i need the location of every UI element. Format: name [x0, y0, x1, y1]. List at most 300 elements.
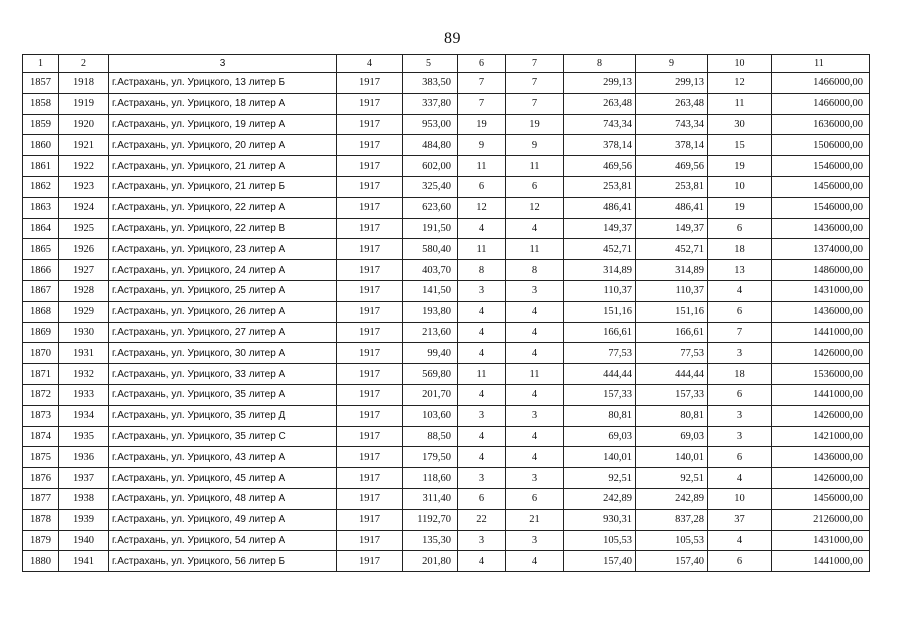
table-cell: 569,80: [403, 364, 458, 385]
table-cell: 452,71: [636, 239, 708, 260]
table-cell: г.Астрахань, ул. Урицкого, 21 литер А: [109, 156, 337, 177]
table-cell: 99,40: [403, 343, 458, 364]
table-cell: 179,50: [403, 447, 458, 468]
table-cell: 1917: [337, 260, 403, 281]
table-cell: 1441000,00: [772, 551, 870, 572]
table-cell: 193,80: [403, 301, 458, 322]
table-cell: 8: [506, 260, 564, 281]
table-cell: 1921: [59, 135, 109, 156]
table-cell: 118,60: [403, 468, 458, 489]
table-cell: 157,33: [636, 384, 708, 405]
column-header: 8: [564, 55, 636, 73]
table-cell: г.Астрахань, ул. Урицкого, 19 литер А: [109, 114, 337, 135]
table-cell: 1426000,00: [772, 405, 870, 426]
table-cell: 602,00: [403, 156, 458, 177]
table-cell: 4: [458, 551, 506, 572]
table-cell: 77,53: [636, 343, 708, 364]
table-cell: 4: [506, 426, 564, 447]
table-cell: 11: [506, 239, 564, 260]
table-cell: 1866: [23, 260, 59, 281]
table-cell: 1879: [23, 530, 59, 551]
table-cell: 1941: [59, 551, 109, 572]
table-cell: 140,01: [636, 447, 708, 468]
table-row: [23, 176, 870, 197]
column-header: 4: [337, 55, 403, 73]
column-header: 7: [506, 55, 564, 73]
table-cell: 1872: [23, 384, 59, 405]
table-cell: 1874: [23, 426, 59, 447]
table-cell: 486,41: [564, 197, 636, 218]
table-cell: г.Астрахань, ул. Урицкого, 56 литер Б: [109, 551, 337, 572]
table-row: [23, 384, 870, 405]
table-cell: 1864: [23, 218, 59, 239]
table-cell: 1936: [59, 447, 109, 468]
page-number: 89: [444, 30, 461, 47]
table-cell: г.Астрахань, ул. Урицкого, 48 литер А: [109, 488, 337, 509]
table-cell: 1441000,00: [772, 322, 870, 343]
registry-table: [22, 54, 870, 572]
table-cell: 743,34: [636, 114, 708, 135]
table-cell: 11: [708, 93, 772, 114]
table-cell: 1536000,00: [772, 364, 870, 385]
table-cell: г.Астрахань, ул. Урицкого, 26 литер А: [109, 301, 337, 322]
table-cell: 1917: [337, 176, 403, 197]
table-cell: 403,70: [403, 260, 458, 281]
table-cell: 1928: [59, 280, 109, 301]
table-cell: 6: [506, 176, 564, 197]
table-cell: 1873: [23, 405, 59, 426]
table-cell: 11: [506, 156, 564, 177]
table-cell: 469,56: [564, 156, 636, 177]
table-cell: 1917: [337, 280, 403, 301]
table-cell: 1927: [59, 260, 109, 281]
table-cell: 1917: [337, 384, 403, 405]
table-cell: 6: [708, 447, 772, 468]
table-cell: 6: [458, 176, 506, 197]
table-cell: 11: [458, 156, 506, 177]
table-cell: 4: [458, 447, 506, 468]
table-cell: 1865: [23, 239, 59, 260]
table-cell: 151,16: [564, 301, 636, 322]
table-cell: 242,89: [564, 488, 636, 509]
table-cell: 314,89: [564, 260, 636, 281]
registry-table-body: [23, 55, 870, 572]
table-cell: 1871: [23, 364, 59, 385]
table-cell: 1875: [23, 447, 59, 468]
table-cell: 92,51: [636, 468, 708, 489]
table-cell: 37: [708, 509, 772, 530]
table-row: [23, 197, 870, 218]
table-cell: 140,01: [564, 447, 636, 468]
table-cell: 157,40: [636, 551, 708, 572]
table-cell: 80,81: [636, 405, 708, 426]
table-cell: 314,89: [636, 260, 708, 281]
table-cell: г.Астрахань, ул. Урицкого, 27 литер А: [109, 322, 337, 343]
table-cell: 77,53: [564, 343, 636, 364]
table-cell: 18: [708, 364, 772, 385]
table-cell: 1863: [23, 197, 59, 218]
table-cell: 1930: [59, 322, 109, 343]
table-cell: 1636000,00: [772, 114, 870, 135]
column-header: 5: [403, 55, 458, 73]
table-cell: 92,51: [564, 468, 636, 489]
table-cell: 1924: [59, 197, 109, 218]
table-cell: 1878: [23, 509, 59, 530]
table-cell: 1917: [337, 405, 403, 426]
table-row: [23, 73, 870, 94]
table-cell: 4: [506, 301, 564, 322]
table-cell: г.Астрахань, ул. Урицкого, 22 литер В: [109, 218, 337, 239]
table-cell: 1922: [59, 156, 109, 177]
table-cell: 3: [506, 468, 564, 489]
table-cell: г.Астрахань, ул. Урицкого, 18 литер А: [109, 93, 337, 114]
table-cell: 10: [708, 488, 772, 509]
table-cell: 1436000,00: [772, 447, 870, 468]
table-cell: 1506000,00: [772, 135, 870, 156]
table-cell: 1421000,00: [772, 426, 870, 447]
table-cell: г.Астрахань, ул. Урицкого, 45 литер А: [109, 468, 337, 489]
table-cell: 1917: [337, 73, 403, 94]
table-cell: 10: [708, 176, 772, 197]
table-cell: 1868: [23, 301, 59, 322]
table-cell: 1939: [59, 509, 109, 530]
table-cell: 1932: [59, 364, 109, 385]
table-row: [23, 551, 870, 572]
table-cell: 484,80: [403, 135, 458, 156]
table-cell: 1867: [23, 280, 59, 301]
table-cell: 444,44: [564, 364, 636, 385]
table-row: [23, 343, 870, 364]
table-cell: 201,70: [403, 384, 458, 405]
table-cell: 3: [458, 280, 506, 301]
table-cell: 837,28: [636, 509, 708, 530]
table-cell: 4: [506, 218, 564, 239]
table-cell: 11: [506, 364, 564, 385]
table-row: [23, 260, 870, 281]
table-cell: 88,50: [403, 426, 458, 447]
table-cell: 1917: [337, 488, 403, 509]
table-cell: 2126000,00: [772, 509, 870, 530]
table-cell: 1917: [337, 301, 403, 322]
table-cell: 1860: [23, 135, 59, 156]
table-cell: г.Астрахань, ул. Урицкого, 35 литер Д: [109, 405, 337, 426]
table-cell: г.Астрахань, ул. Урицкого, 23 литер А: [109, 239, 337, 260]
table-cell: 1929: [59, 301, 109, 322]
table-cell: 3: [708, 405, 772, 426]
table-cell: 299,13: [564, 73, 636, 94]
table-cell: 1374000,00: [772, 239, 870, 260]
table-cell: 253,81: [564, 176, 636, 197]
table-cell: 1917: [337, 93, 403, 114]
table-cell: 1870: [23, 343, 59, 364]
table-cell: 1935: [59, 426, 109, 447]
table-cell: 253,81: [636, 176, 708, 197]
table-cell: 1917: [337, 135, 403, 156]
table-cell: 3: [506, 530, 564, 551]
table-cell: 6: [708, 218, 772, 239]
table-cell: 1426000,00: [772, 343, 870, 364]
table-cell: 1917: [337, 322, 403, 343]
column-header: 10: [708, 55, 772, 73]
table-cell: 6: [708, 301, 772, 322]
table-cell: 1456000,00: [772, 488, 870, 509]
table-cell: 1934: [59, 405, 109, 426]
table-cell: 444,44: [636, 364, 708, 385]
table-row: [23, 322, 870, 343]
table-cell: 151,16: [636, 301, 708, 322]
table-cell: 3: [506, 405, 564, 426]
table-cell: 953,00: [403, 114, 458, 135]
table-cell: 1917: [337, 343, 403, 364]
table-cell: 6: [506, 488, 564, 509]
table-cell: 1917: [337, 156, 403, 177]
table-cell: 1876: [23, 468, 59, 489]
table-cell: 1486000,00: [772, 260, 870, 281]
table-row: [23, 468, 870, 489]
table-cell: 7: [506, 93, 564, 114]
table-cell: 6: [708, 384, 772, 405]
table-row: [23, 114, 870, 135]
table-cell: 469,56: [636, 156, 708, 177]
table-cell: 6: [458, 488, 506, 509]
table-cell: 9: [458, 135, 506, 156]
table-cell: 3: [458, 530, 506, 551]
table-row: [23, 301, 870, 322]
table-cell: 1436000,00: [772, 218, 870, 239]
table-cell: 1431000,00: [772, 280, 870, 301]
table-cell: 12: [458, 197, 506, 218]
table-row: [23, 488, 870, 509]
table-cell: 4: [458, 426, 506, 447]
table-cell: 11: [458, 364, 506, 385]
table-cell: 242,89: [636, 488, 708, 509]
table-cell: 1917: [337, 426, 403, 447]
table-cell: 4: [458, 384, 506, 405]
table-cell: 1546000,00: [772, 197, 870, 218]
table-cell: 325,40: [403, 176, 458, 197]
table-cell: г.Астрахань, ул. Урицкого, 35 литер С: [109, 426, 337, 447]
table-row: [23, 364, 870, 385]
table-cell: 383,50: [403, 73, 458, 94]
table-cell: 1880: [23, 551, 59, 572]
table-cell: 311,40: [403, 488, 458, 509]
table-cell: 7: [458, 93, 506, 114]
table-cell: 337,80: [403, 93, 458, 114]
table-cell: 1466000,00: [772, 93, 870, 114]
table-cell: 110,37: [636, 280, 708, 301]
table-row: [23, 93, 870, 114]
table-cell: 1861: [23, 156, 59, 177]
table-cell: 1862: [23, 176, 59, 197]
table-cell: 623,60: [403, 197, 458, 218]
table-cell: 1920: [59, 114, 109, 135]
table-cell: 1917: [337, 239, 403, 260]
table-cell: г.Астрахань, ул. Урицкого, 25 литер А: [109, 280, 337, 301]
table-cell: 1917: [337, 364, 403, 385]
table-cell: г.Астрахань, ул. Урицкого, 43 литер А: [109, 447, 337, 468]
table-cell: 1858: [23, 93, 59, 114]
table-cell: 13: [708, 260, 772, 281]
table-cell: 201,80: [403, 551, 458, 572]
table-cell: 105,53: [636, 530, 708, 551]
column-header: 9: [636, 55, 708, 73]
table-cell: 80,81: [564, 405, 636, 426]
table-cell: 486,41: [636, 197, 708, 218]
table-cell: 149,37: [564, 218, 636, 239]
table-row: [23, 135, 870, 156]
table-cell: 103,60: [403, 405, 458, 426]
table-cell: 263,48: [636, 93, 708, 114]
table-cell: г.Астрахань, ул. Урицкого, 22 литер А: [109, 197, 337, 218]
table-cell: 12: [506, 197, 564, 218]
table-cell: 4: [708, 530, 772, 551]
table-cell: 1917: [337, 197, 403, 218]
table-cell: 213,60: [403, 322, 458, 343]
table-cell: 22: [458, 509, 506, 530]
table-row: [23, 447, 870, 468]
table-row: [23, 280, 870, 301]
table-cell: 166,61: [564, 322, 636, 343]
table-cell: 1192,70: [403, 509, 458, 530]
table-cell: г.Астрахань, ул. Урицкого, 13 литер Б: [109, 73, 337, 94]
table-cell: 149,37: [636, 218, 708, 239]
table-cell: 1546000,00: [772, 156, 870, 177]
table-cell: 3: [708, 426, 772, 447]
column-header-row: [23, 55, 870, 73]
table-cell: 6: [708, 551, 772, 572]
table-cell: 1931: [59, 343, 109, 364]
table-cell: 1426000,00: [772, 468, 870, 489]
table-cell: 1933: [59, 384, 109, 405]
table-cell: 157,40: [564, 551, 636, 572]
table-row: [23, 509, 870, 530]
table-cell: 1923: [59, 176, 109, 197]
table-cell: 4: [506, 343, 564, 364]
table-row: [23, 218, 870, 239]
table-cell: 4: [506, 384, 564, 405]
table-cell: 19: [708, 197, 772, 218]
table-cell: 1917: [337, 447, 403, 468]
table-cell: 263,48: [564, 93, 636, 114]
table-cell: 1869: [23, 322, 59, 343]
table-cell: 452,71: [564, 239, 636, 260]
table-cell: 4: [458, 218, 506, 239]
table-cell: 69,03: [636, 426, 708, 447]
table-cell: 135,30: [403, 530, 458, 551]
table-cell: г.Астрахань, ул. Урицкого, 54 литер А: [109, 530, 337, 551]
table-cell: 19: [708, 156, 772, 177]
table-cell: 110,37: [564, 280, 636, 301]
table-cell: 1919: [59, 93, 109, 114]
table-cell: 191,50: [403, 218, 458, 239]
table-cell: 1436000,00: [772, 301, 870, 322]
table-cell: 4: [708, 468, 772, 489]
table-cell: 1431000,00: [772, 530, 870, 551]
table-row: [23, 426, 870, 447]
table-cell: г.Астрахань, ул. Урицкого, 35 литер А: [109, 384, 337, 405]
table-cell: 9: [506, 135, 564, 156]
table-cell: 166,61: [636, 322, 708, 343]
table-cell: 4: [506, 447, 564, 468]
table-cell: 378,14: [564, 135, 636, 156]
table-cell: 3: [708, 343, 772, 364]
table-cell: 4: [458, 322, 506, 343]
table-cell: 743,34: [564, 114, 636, 135]
table-cell: г.Астрахань, ул. Урицкого, 30 литер А: [109, 343, 337, 364]
table-cell: 8: [458, 260, 506, 281]
table-cell: 1917: [337, 468, 403, 489]
table-cell: 1917: [337, 218, 403, 239]
table-cell: 1938: [59, 488, 109, 509]
table-cell: 141,50: [403, 280, 458, 301]
table-cell: 11: [458, 239, 506, 260]
table-cell: 1466000,00: [772, 73, 870, 94]
table-cell: 1441000,00: [772, 384, 870, 405]
table-cell: 3: [458, 405, 506, 426]
table-cell: 4: [506, 551, 564, 572]
table-cell: 7: [506, 73, 564, 94]
table-cell: 1917: [337, 551, 403, 572]
table-row: [23, 530, 870, 551]
column-header: 3: [109, 55, 337, 73]
table-cell: 7: [458, 73, 506, 94]
table-cell: 18: [708, 239, 772, 260]
table-cell: 1917: [337, 114, 403, 135]
column-header: 2: [59, 55, 109, 73]
table-row: [23, 405, 870, 426]
table-cell: 1925: [59, 218, 109, 239]
column-header: 1: [23, 55, 59, 73]
table-cell: 1857: [23, 73, 59, 94]
table-cell: 1940: [59, 530, 109, 551]
table-cell: 1917: [337, 509, 403, 530]
table-cell: 19: [506, 114, 564, 135]
table-cell: 105,53: [564, 530, 636, 551]
table-cell: 299,13: [636, 73, 708, 94]
table-cell: г.Астрахань, ул. Урицкого, 20 литер А: [109, 135, 337, 156]
table-cell: 580,40: [403, 239, 458, 260]
table-cell: 69,03: [564, 426, 636, 447]
table-cell: 4: [506, 322, 564, 343]
table-cell: 1918: [59, 73, 109, 94]
table-cell: 4: [458, 301, 506, 322]
table-cell: 15: [708, 135, 772, 156]
table-cell: 30: [708, 114, 772, 135]
table-cell: 1937: [59, 468, 109, 489]
table-cell: 4: [458, 343, 506, 364]
table-cell: 1917: [337, 530, 403, 551]
table-cell: 3: [506, 280, 564, 301]
table-cell: 930,31: [564, 509, 636, 530]
table-cell: 1877: [23, 488, 59, 509]
table-cell: 1926: [59, 239, 109, 260]
table-cell: 19: [458, 114, 506, 135]
table-cell: 12: [708, 73, 772, 94]
table-cell: г.Астрахань, ул. Урицкого, 24 литер А: [109, 260, 337, 281]
column-header: 11: [772, 55, 870, 73]
table-row: [23, 156, 870, 177]
table-cell: 3: [458, 468, 506, 489]
column-header: 6: [458, 55, 506, 73]
table-cell: 1859: [23, 114, 59, 135]
table-cell: 378,14: [636, 135, 708, 156]
table-cell: 7: [708, 322, 772, 343]
table-cell: г.Астрахань, ул. Урицкого, 33 литер А: [109, 364, 337, 385]
table-row: [23, 239, 870, 260]
table-cell: г.Астрахань, ул. Урицкого, 49 литер А: [109, 509, 337, 530]
table-cell: 21: [506, 509, 564, 530]
table-cell: 157,33: [564, 384, 636, 405]
